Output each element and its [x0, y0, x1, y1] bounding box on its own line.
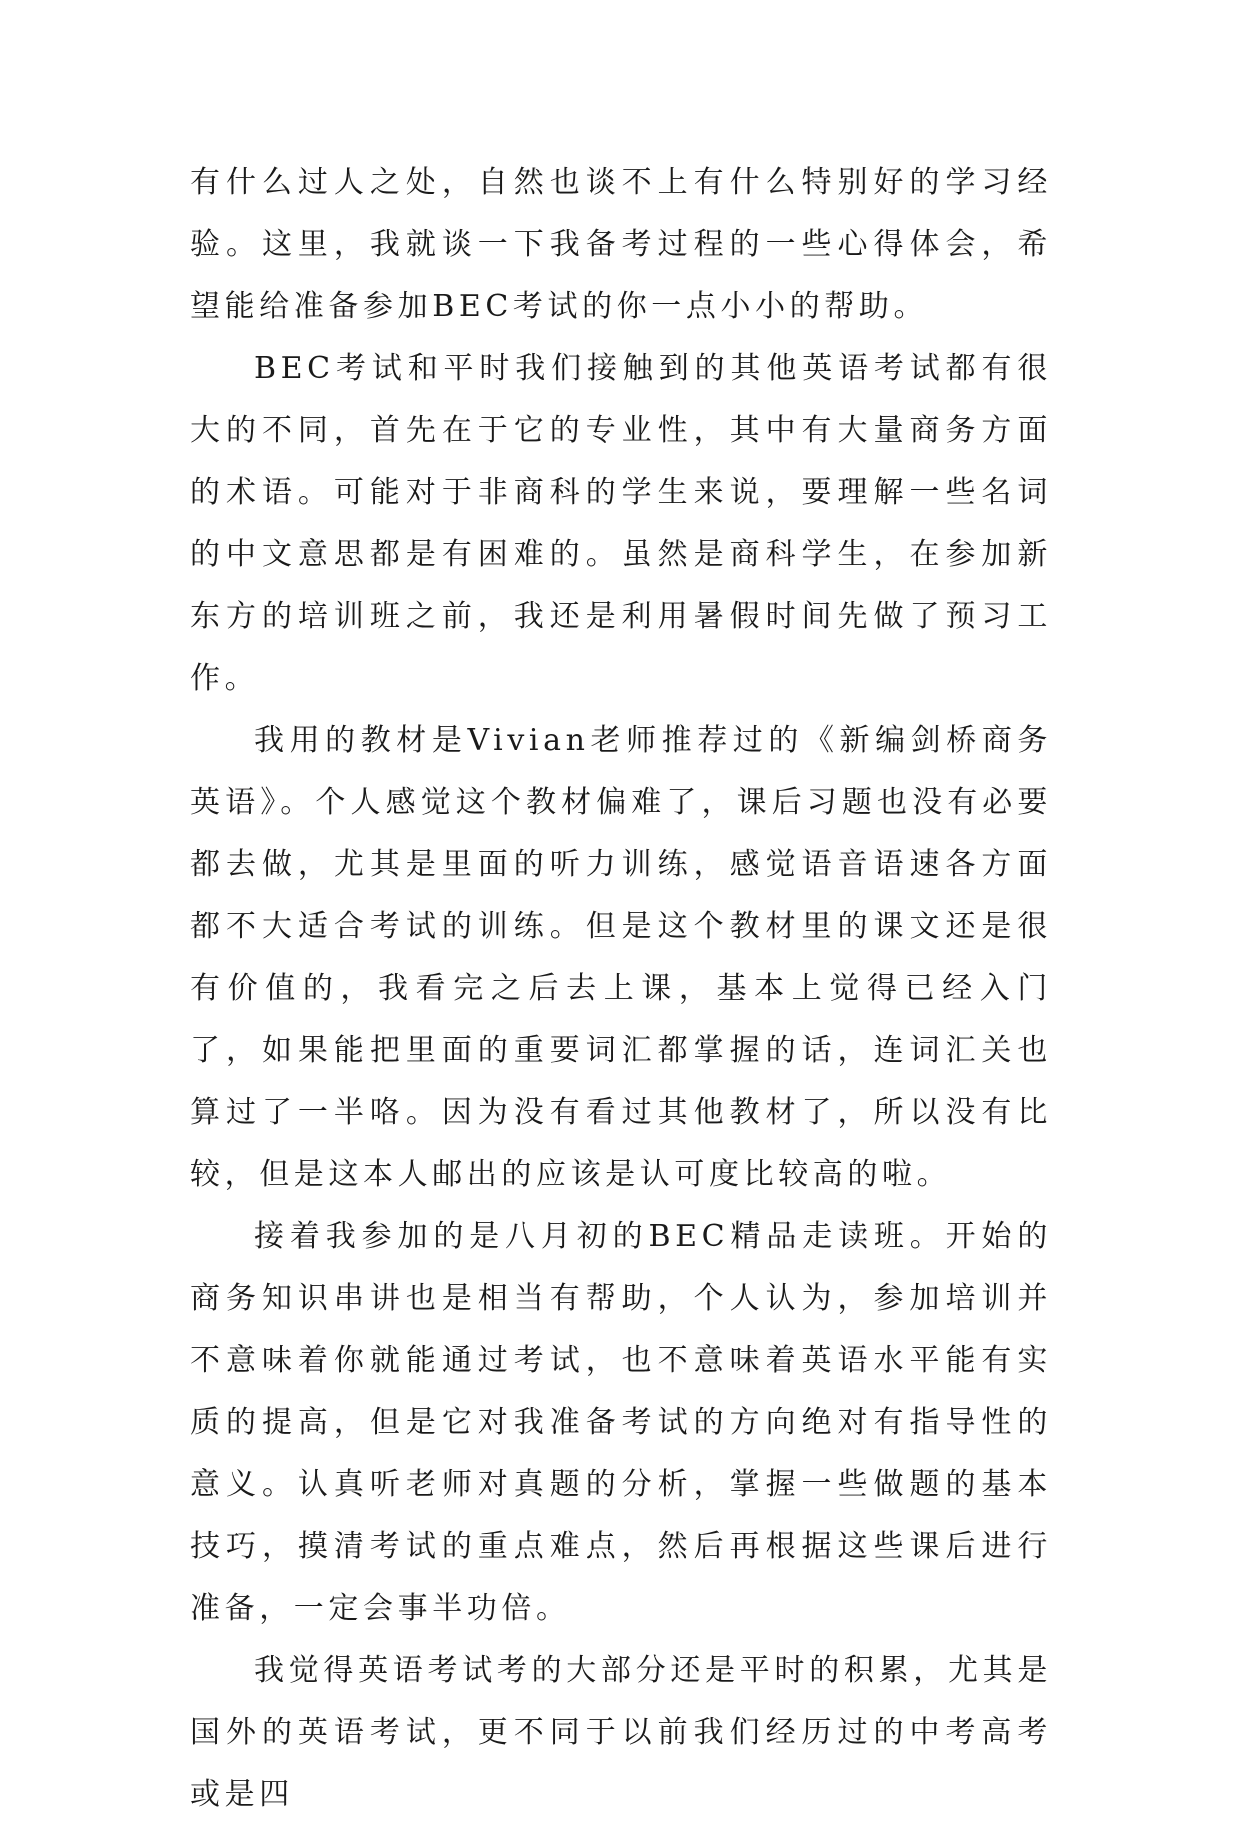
- paragraph-5: 我觉得英语考试考的大部分还是平时的积累，尤其是国外的英语考试，更不同于以前我们经历过的中考高考或是四: [190, 1653, 1052, 1812]
- paragraph-1: 有什么过人之处，自然也谈不上有什么特别好的学习经验。这里，我就谈一下我备考过程的一些心得体会，希望能给准备参加BEC考试的你一点小小的帮助。: [190, 165, 1052, 324]
- paragraph-2: BEC考试和平时我们接触到的其他英语考试都有很大的不同，首先在于它的专业性，其中有大量商务方面的术语。可能对于非商科的学生来说，要理解一些名词的中文意思都是有困难的。虽然是商科学生，在参加新东方的培训班之前，我还是利用暑假时间先做了预习工作。: [190, 351, 1052, 696]
- paragraph-4: 接着我参加的是八月初的BEC精品走读班。开始的商务知识串讲也是相当有帮助，个人认为，参加培训并不意味着你就能通过考试，也不意味着英语水平能有实质的提高，但是它对我准备考试的方向绝对有指导性的意义。认真听老师对真题的分析，掌握一些做题的基本技巧，摸清考试的重点难点，然后再根据这些课后进行准备，一定会事半功倍。: [190, 1219, 1052, 1626]
- paragraph-3: 我用的教材是Vivian老师推荐过的《新编剑桥商务英语》。个人感觉这个教材偏难了，课后习题也没有必要都去做，尤其是里面的听力训练，感觉语音语速各方面都不大适合考试的训练。但是这个教材里的课文还是很有价值的，我看完之后去上课，基本上觉得已经入门了，如果能把里面的重要词汇都掌握的话，连词汇关也算过了一半咯。因为没有看过其他教材了，所以没有比较，但是这本人邮出的应该是认可度比较高的啦。: [190, 723, 1052, 1192]
- document-body: [190, 152, 1052, 1826]
